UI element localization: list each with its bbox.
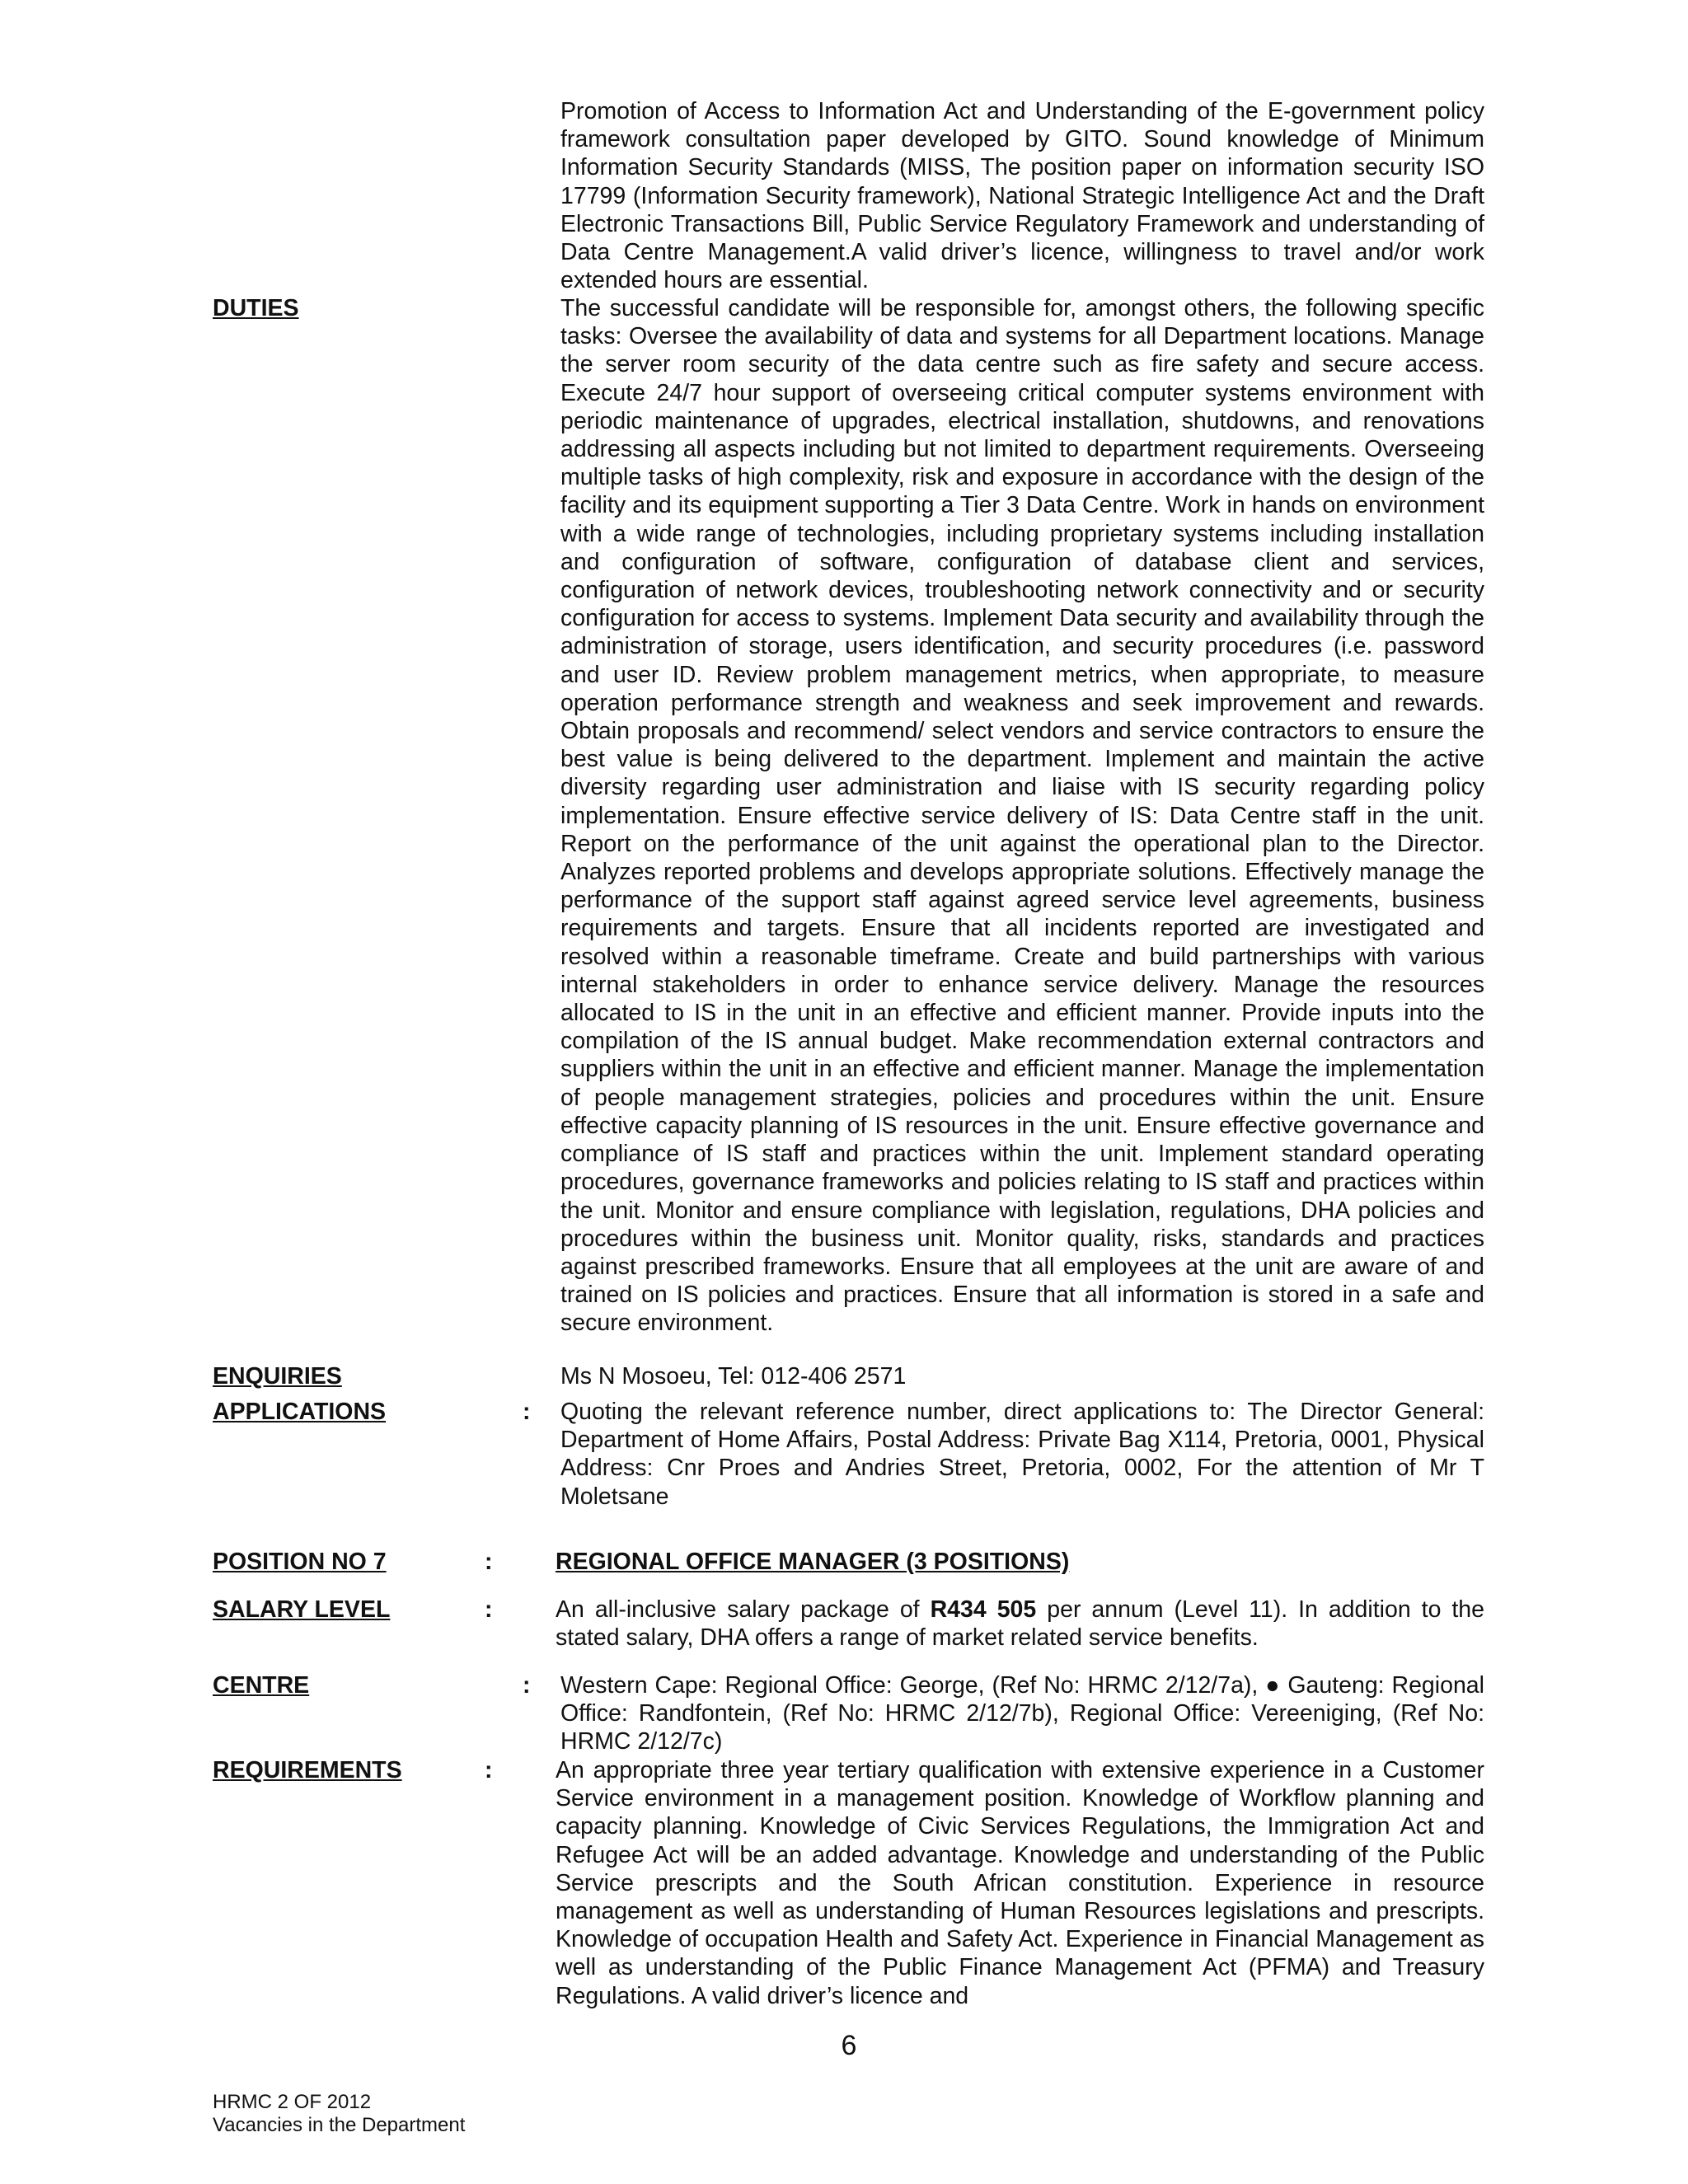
centre-label: CENTRE [213, 1672, 310, 1699]
salary-amount: R434 505 [930, 1596, 1037, 1623]
enquiries-text: Ms N Mosoeu, Tel: 012-406 2571 [560, 1363, 907, 1390]
centre-text: Western Cape: Regional Office: George, (Ref No: HRMC 2/12/7a), ● Gauteng: Regional Office: Randfontein, (Ref No: HRMC 2/12/7b), Regional Office: Vereeniging, (Ref No: HRMC 2/12/7c) [560, 1672, 1484, 1755]
applications-colon: : [523, 1399, 531, 1425]
salary-text [556, 1596, 1484, 1652]
enquiries-label: ENQUIRIES [213, 1363, 342, 1390]
position-colon: : [485, 1549, 493, 1575]
salary-text-before: An all-inclusive salary package of [556, 1596, 931, 1623]
salary-colon: : [485, 1596, 493, 1623]
centre-colon: : [523, 1672, 531, 1699]
requirements-label: REQUIREMENTS [213, 1757, 402, 1783]
applications-text: Quoting the relevant reference number, direct applications to: The Director General: Department of Home Affairs, Postal Address: Private Bag X114, Pretoria, 0001, Physical Address: Cnr Proes and Andries Street, Pretoria, 0002, For the attention of Mr T Moletsane [560, 1399, 1484, 1510]
applications-label: APPLICATIONS [213, 1399, 387, 1425]
page-number: 6 [841, 2030, 857, 2061]
requirements-colon: : [485, 1757, 493, 1783]
footer-line-2: Vacancies in the Department [213, 2114, 466, 2136]
duties-label: DUTIES [213, 295, 299, 321]
duties-text: The successful candidate will be responsible for, amongst others, the following specific tasks: Oversee the availability of data and systems for all Department locations. Manage the server room security of the data centre such as fire safety and secure access. Execute 24/7 hour support of overseeing critical computer systems environment with periodic maintenance of upgrades, electrical installation, shutdowns, and renovations addressing all aspects including but not limited to department requirements. Overseeing multiple tasks of high complexity, risk and exposure in accordance with the design of the facility and its equipment supporting a Tier 3 Data Centre. Work in hands on environment with a wide range of technologies, including proprietary systems including installation and configuration of software, configuration of database client and services, configuration of network devices, troubleshooting network connectivity and or security configuration for access to systems. Implement Data security and availability through the administration of storage, users identification, and security procedures (i.e. password and user ID. Review problem management metrics, when appropriate, to measure operation performance strength and weakness and seek improvement and rewards. Obtain proposals and recommend/ select vendors and service contractors to ensure the best value is being delivered to the department. Implement and maintain the active diversity regarding user administration and liaise with IS security regarding policy implementation. Ensure effective service delivery of IS: Data Centre staff in the unit. Report on the performance of the unit against the operational plan to the Director. Analyzes reported problems and develops appropriate solutions. Effectively manage the performance of the support staff against agreed service level agreements, business requirements and targets. Ensure that all incidents reported are investigated and resolved within a reasonable timeframe. Create and build partnerships with various internal stakeholders in order to enhance service delivery. Manage the resources allocated to IS in the unit in an effective and efficient manner. Provide inputs into the compilation of the IS annual budget. Make recommendation external contractors and suppliers within the unit in an effective and efficient manner. Manage the implementation of people management strategies, policies and procedures within the unit. Ensure effective capacity planning of IS resources in the unit. Ensure effective governance and compliance of IS staff and practices within the unit. Implement standard operating procedures, governance frameworks and policies relating to IS staff and practices within the unit. Monitor and ensure compliance with legislation, regulations, DHA policies and procedures within the business unit. Monitor quality, risks, standards and practices against prescribed frameworks. Ensure that all employees at the unit are aware of and trained on IS policies and practices. Ensure that all information is stored in a safe and secure environment. [560, 295, 1484, 1337]
footer-line-1: HRMC 2 OF 2012 [213, 2091, 372, 2113]
position-title: REGIONAL OFFICE MANAGER (3 POSITIONS) [556, 1549, 1070, 1575]
requirements-text: An appropriate three year tertiary qualification with extensive experience in a Customer Service environment in a management position. Knowledge of Workflow planning and capacity planning. Knowledge of Civic Services Regulations, the Immigration Act and Refugee Act will be an added advantage. Knowledge and understanding of the Public Service prescripts and the South African constitution. Experience in resource management as well as understanding of Human Resources legislations and prescripts. Knowledge of occupation Health and Safety Act. Experience in Financial Management as well as understanding of the Public Finance Management Act (PFMA) and Treasury Regulations. A valid driver’s licence and [556, 1757, 1484, 2009]
salary-label: SALARY LEVEL [213, 1596, 391, 1623]
salary-text-after: per annum (Level 11). In addition to the stated salary, DHA offers a range of market related service benefits. [556, 1596, 1485, 1652]
position-label: POSITION NO 7 [213, 1549, 387, 1575]
continuation-paragraph: Promotion of Access to Information Act and Understanding of the E-government policy framework consultation paper developed by GITO. Sound knowledge of Minimum Information Security Standards (MISS, The position paper on information security ISO 17799 (Information Security framework), National Strategic Intelligence Act and the Draft Electronic Transactions Bill, Public Service Regulatory Framework and understanding of Data Centre Management.A valid driver’s licence, willingness to travel and/or work extended hours are essential. [560, 98, 1484, 294]
